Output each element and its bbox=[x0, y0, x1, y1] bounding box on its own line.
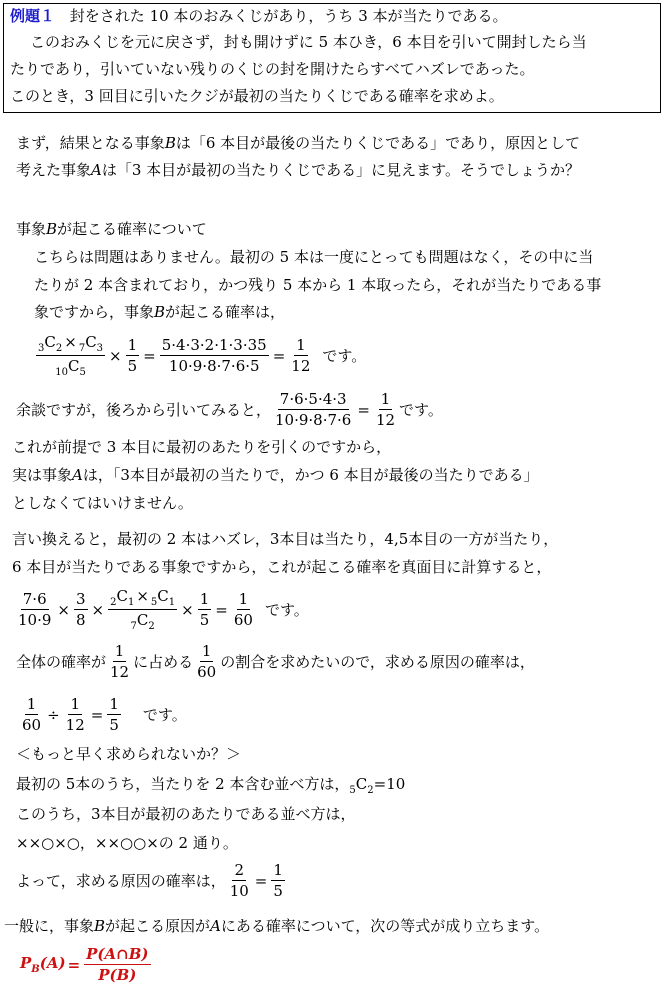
example-label: 例題１ bbox=[10, 7, 56, 25]
formula-lhs: $P_B(A)$ bbox=[20, 954, 66, 975]
eq1-fraction-combination: $\frac{_3C_2 \times _7C_3}{_{10}C_5}$ bbox=[38, 333, 104, 378]
para2-line-3: としなくてはいけません。 bbox=[12, 494, 193, 512]
quick-line-1: 最初の 5本のうち，当たりを 2 本含む並べ方は，$_5C_2=10$ bbox=[16, 775, 406, 796]
para2-line-4: 言い換えると，最初の 2 本はハズレ，3本目は当たり，4,5本目の一方が当たり， bbox=[12, 530, 559, 548]
eq3-fraction-b: $\frac{1}{12}$ bbox=[65, 695, 85, 734]
quick-line-3: ××○×○，××○○×の 2 通り。 bbox=[16, 834, 238, 852]
quick-line-2: このうち，3本目が最初のあたりである並べ方は， bbox=[16, 805, 356, 823]
eq2-fraction-b: $\frac{3}{8}$ bbox=[75, 590, 86, 629]
ratio-fraction-a: $\frac{1}{12}$ bbox=[110, 642, 130, 681]
ratio-line: 全体の確率が $\frac{1}{12}$ に占める $\frac{1}{60}$ の割合を求めたいので，求める原因の確率は， bbox=[16, 642, 535, 681]
formula-fraction: $\frac{P(A\cap B)}{P(B)}$ bbox=[86, 945, 149, 984]
section-b-para-1: こちらは問題はありません。最初の 5 本は一度にとっても問題はなく，その中に当 bbox=[34, 248, 594, 266]
example-line-1: 例題１ 封をされた 10 本のおみくじがあり，うち 3 本が当たりである。 bbox=[10, 7, 508, 25]
intro-line-2: 考えた事象Aは「3 本目が最初の当たりくじである」に見えます。そうでしょうか？ bbox=[16, 161, 580, 179]
general-line: 一般に，事象Bが起こる原因がAにある確率について，次の等式が成り立ちます。 bbox=[4, 917, 550, 935]
example-line-4: このとき，3 回目に引いたクジが最初の当たりくじである確率を求めよ。 bbox=[10, 87, 504, 105]
equation-2: $\frac{7\cdot 6}{10\cdot 9}$ × $\frac{3}{8}$ × $\frac{_2C_1 \times _5C_1}{_7C_2}$ × $\frac{1}{5}$ = $\frac{1}{60}$ です。 bbox=[18, 587, 309, 632]
eq2-fraction-a: $\frac{7\cdot 6}{10\cdot 9}$ bbox=[18, 590, 52, 629]
quick-fraction-b: $\frac{1}{5}$ bbox=[273, 861, 283, 900]
eq1-fraction-result: $\frac{1}{12}$ bbox=[291, 336, 311, 375]
section-b-para-2: たりが 2 本含まれており，かつ残り 5 本から 1 本取ったら，それが当たりである事 bbox=[34, 276, 602, 294]
aside-result: $\frac{1}{12}$ bbox=[375, 390, 396, 429]
eq3-result: $\frac{1}{5}$ bbox=[109, 695, 119, 734]
eq3-fraction-a: $\frac{1}{60}$ bbox=[22, 695, 42, 734]
para2-line-5: 6 本目が当たりである事象ですから，これが起こる確率を真面目に計算すると， bbox=[12, 558, 552, 576]
example-line-3: たりであり，引いていない残りのくじの封を開けたらすべてハズレであった。 bbox=[10, 60, 535, 78]
eq2-fraction-d: $\frac{1}{5}$ bbox=[199, 590, 210, 629]
section-b-heading: 事象Bが起こる確率について bbox=[16, 220, 207, 238]
eq2-result: $\frac{1}{60}$ bbox=[233, 590, 253, 629]
quick-fraction-a: $\frac{2}{10}$ bbox=[229, 861, 249, 900]
eq2-fraction-combination: $\frac{_2C_1 \times _5C_1}{_7C_2}$ bbox=[110, 587, 176, 632]
aside-line: 余談ですが，後ろから引いてみると， $\frac{7\cdot 6\cdot 5\cdot 4\cdot 3}{10\cdot 9\cdot 8\cdot 7\cdot 6}$ = $\frac{1}{12}$ です。 bbox=[16, 390, 443, 429]
eq1-fraction-product: $\frac{5\cdot 4\cdot 3\cdot 2\cdot 1\cdot 3\cdot 35}{10\cdot 9\cdot 8\cdot 7\cdot 6\cdot 5}$ bbox=[161, 336, 267, 375]
para2-line-2: 実は事象Aは，「3本目が最初の当たりで，かつ 6 本目が最後の当たりである」 bbox=[12, 466, 539, 484]
example-line-2: このおみくじを元に戻さず，封も開けずに 5 本ひき，6 本目を引いて開封したら当 bbox=[30, 33, 587, 51]
bayes-formula: $P_B(A)$ = $\frac{P(A\cap B)}{P(B)}$ bbox=[20, 945, 149, 984]
quick-heading: ＜もっと早く求められないか？＞ bbox=[16, 745, 242, 763]
ratio-fraction-b: $\frac{1}{60}$ bbox=[197, 642, 217, 681]
equation-3: $\frac{1}{60}$ ÷ $\frac{1}{12}$ = $\frac{1}{5}$ です。 bbox=[22, 695, 187, 734]
aside-fraction: $\frac{7\cdot 6\cdot 5\cdot 4\cdot 3}{10\cdot 9\cdot 8\cdot 7\cdot 6}$ bbox=[275, 390, 352, 429]
intro-line-1: まず，結果となる事象Bは「6 本目が最後の当たりくじである」であり，原因として bbox=[16, 134, 581, 152]
equation-1: $\frac{_3C_2 \times _7C_3}{_{10}C_5}$ × $\frac{1}{5}$ = $\frac{5\cdot 4\cdot 3\cdot 2\cdot 1\cdot 3\cdot 35}{10\cdot 9\cdot 8\cdot 7\cdot 6\cdot 5}$ = $\frac{1}{12}$ です。 bbox=[38, 333, 367, 378]
section-b-para-3: 象ですから，事象Bが起こる確率は， bbox=[34, 303, 286, 321]
para2-line-1: これが前提で 3 本目に最初のあたりを引くのですから， bbox=[12, 438, 392, 456]
eq1-fraction-one-fifth: $\frac{1}{5}$ bbox=[127, 336, 138, 375]
quick-line-4: よって，求める原因の確率は， $\frac{2}{10}$ = $\frac{1}{5}$ bbox=[16, 861, 283, 900]
